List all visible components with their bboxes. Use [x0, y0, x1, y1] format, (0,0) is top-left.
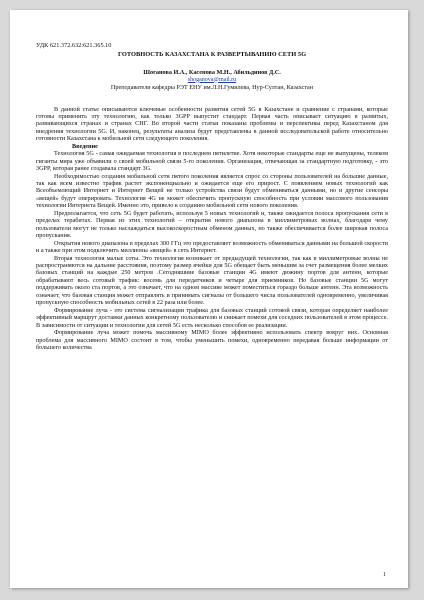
paper-title: ГОТОВНОСТЬ КАЗАХСТАНА К РАЗВЕРТЫВАНИЮ СЕТИ 5G	[117, 50, 307, 58]
body-paragraph: Формирование луча может помочь массивному MIMO более эффективно использовать спектр вокруг них. Основная проблема для массивного MIMO состоит в том, чтобы уменьшить помехи, одновременно передавая больше информации от большего количества	[36, 329, 388, 351]
abstract-paragraph: В данной статье описываются ключевые особенности развития сетей 5G в Казахстане и сравнение с странами, которые готовы применить эту технологию, как только 3GPP выпустит стандарт. Первая часть описывает ситуацию в развитых, развивающихся странах и странах СНГ. Во второй части статьи показаны проблемы и перспективы перед Казахстаном для внедрения технологии 5G. И, наконец, результаты анализа будут представлены в данной исследовательской работе относительно готовности Казахстана к мобильной сети следующего поколения.	[36, 105, 388, 143]
section-heading-introduction: Введение	[72, 142, 98, 150]
body-paragraph: Формирование луча - это система сигнализации трафика для базовых станций сотовой связи, которая определяет наиболее эффективный маршрут доставки данных конкретному пользователю и снижает помехи для соседних пользователей в этом процессе. В зависимости от ситуации и технологии для сетей 5G есть несколько способов ее реализации.	[36, 306, 388, 329]
body-paragraph: Необходимостью создания мобильной сети пятого поколения является спрос со стороны пользователей на большие данные, так как всем известно трафик растет экспоненциально и ожидается еще его прирост. С появлением новых технологий как Всеобъемлющий Интернет и Интернет Вещей не только устройства связи будут обмениваться данными, но и другие сенсоры «вещей» будут оперировать. Технология 4G не может обеспечить пропускную способность при условии массового пользования технологии Интернета Вещей. Именно это, привело к созданию мобильной сети нового поколения.	[36, 172, 388, 210]
udc-code: УДК 621.372.632:621.365.10	[36, 42, 112, 49]
paper-authors: Шоганова И.А., Касенова М.Н., Абильдинов Д.С.	[143, 69, 281, 76]
author-affiliation: Преподаватели кафедры РЭТ ЕНУ им.Л.Н.Гумилева, Нур-Султан, Казахстан	[110, 84, 314, 91]
body-paragraph: Предполагается, что сеть 5G будет работать, используя 5 новых технологий и, также ожидается полоса пропускания сети в пределах терабитах. Первая из этих технологий – открытия нового диапазона в миллиметровых волнах, благодаря чему пользователи могут не только наслаждаться высокоскоростным обменом данных, но также обеспечивается более широкая полоса пропускания.	[36, 209, 388, 240]
page-content	[36, 42, 388, 351]
document-page	[10, 10, 408, 588]
body-paragraph: Вторая технология малые соты. Это технология возникает от предыдущей технологии, так как в миллиметровые волны не распространяются на дальние расстояния, поэтому размер ячейки для 5G обещает быть меньшим за счет размещения более мелких базовых станций на каждые 250 метров .Сегодняшние базовые станции 4G имеют дюжину портов для антенн, которые обрабатывают весь сотовый трафик: восемь для передатчиков и четыре для приемников. Но базовые станции 5G могут поддерживать около ста портов, а это означает, что на одном массиве может поместиться гораздо больше антенн. Эта возможность означает, что базовая станция может отправлять и принимать сигналы от большего числа пользователей одновременно, увеличивая пропускную способность мобильных сетей в 22 раза или более.	[36, 254, 388, 307]
body-paragraph: Технология 5G - самая ожидаемая технология в последнем пятилетие. Хотя некоторые стандарты еще не выпущены, телеком гиганты мира уже объявили о своей мобильной связи 5-го поколения. Организация, отвечающая за стандартную подготовку, - это 3GPP, которая ранее создавала стандарт 3G.	[36, 150, 388, 173]
author-email-link[interactable]: shoganova@mail.ru	[187, 76, 237, 83]
body-paragraph: Открытия нового диапазона в пределах 300 ГГц это предоставляет возможность обмениваться данными на большой скорости и а также при этом подключить миллионы «вещей» в сеть Интернет.	[36, 239, 388, 255]
page-number: 1	[383, 572, 386, 578]
